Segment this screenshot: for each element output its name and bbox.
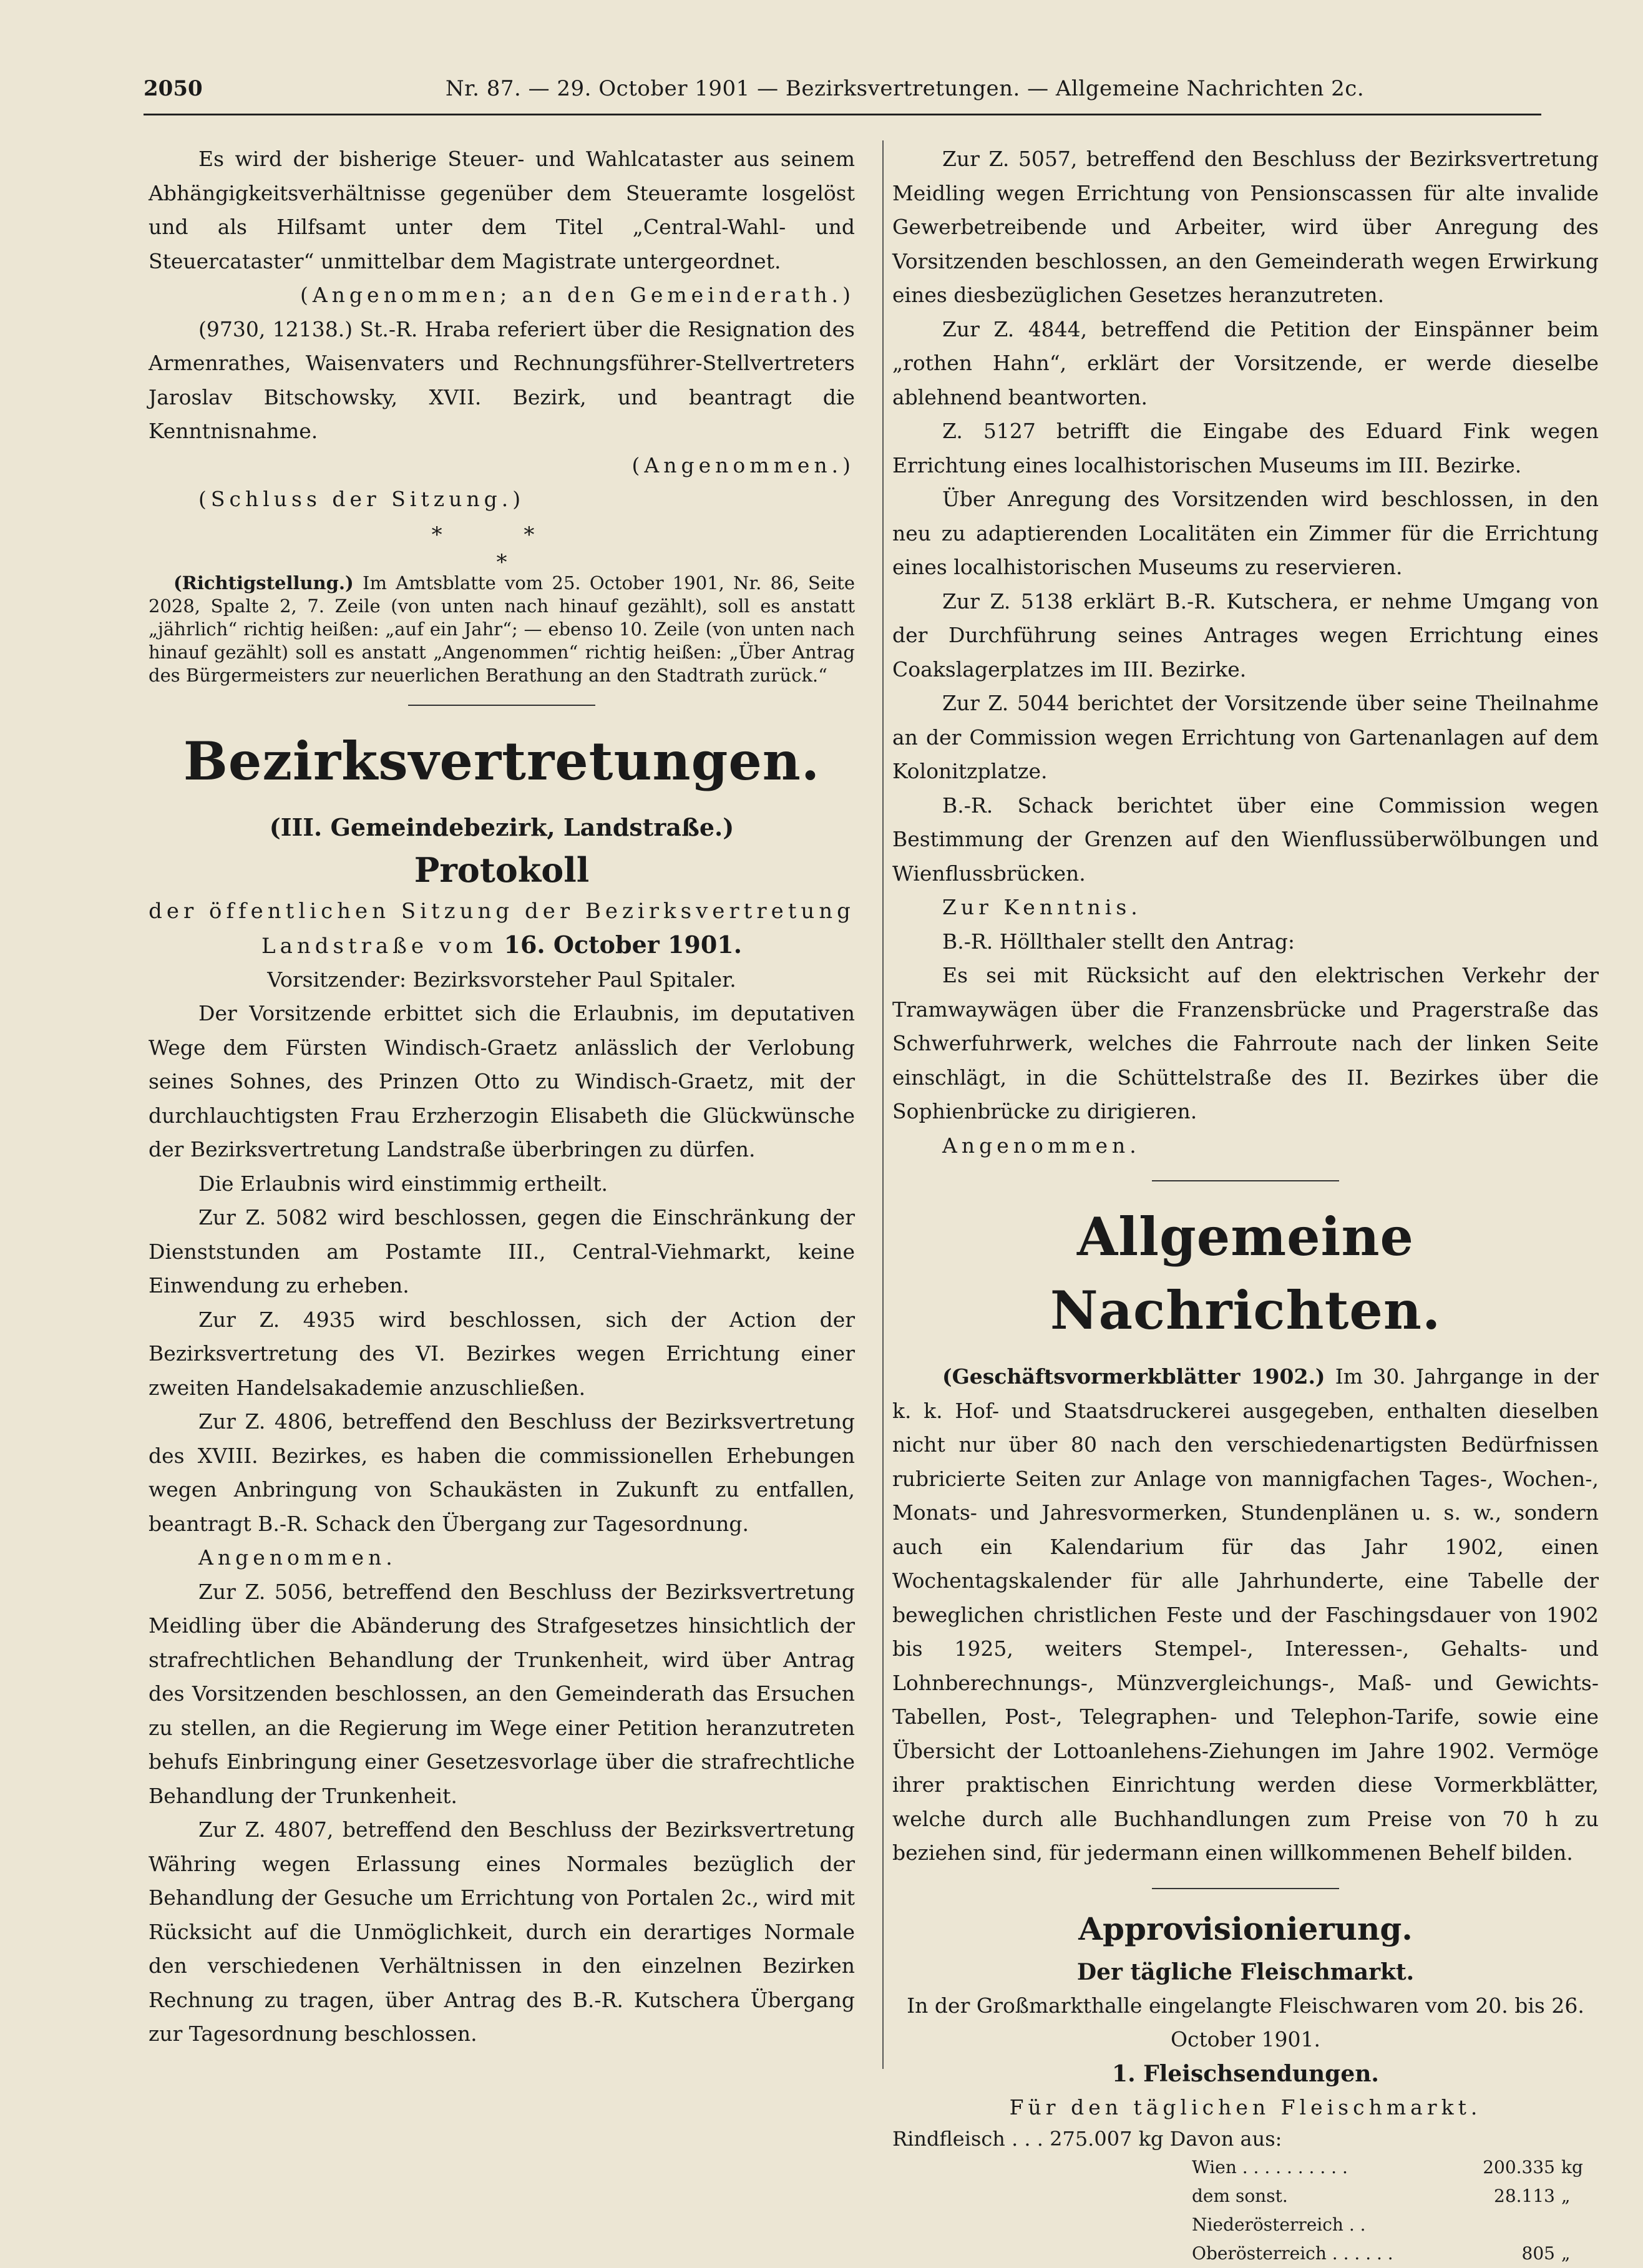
district-heading: (III. Gemeindebezirk, Landstraße.) <box>269 813 734 841</box>
row-label: Wien . . . . . . . . . . <box>1192 2157 1348 2178</box>
approv-intro: In der Großmarkthalle eingelangte Fleischwaren vom 20. bis 26. October 1901. <box>907 1993 1584 2051</box>
chair-line: Vorsitzender: Bezirksvorsteher Paul Spitaler. <box>267 967 736 992</box>
paragraph: Zur Z. 5138 erklärt B.-R. Kutschera, er nehme Umgang von der Durchführung seines Antrages wegen Errichtung eines Coakslagerplatzes im III. Bezirke. <box>892 589 1599 682</box>
approv-subtitle: Der tägliche Fleischmarkt. <box>1076 1958 1415 1985</box>
header-rule <box>144 114 1541 115</box>
row-value: 200.335 <box>1483 2157 1555 2178</box>
running-title: Nr. 87. — 29. October 1901 — Bezirksvertretungen. — Allgemeine Nachrichten 2c. <box>445 76 1365 101</box>
sendungen-heading: 1. Fleischsendungen. <box>1112 2060 1379 2087</box>
row-unit: kg <box>1561 2157 1583 2178</box>
row-label: dem sonst. Niederösterreich . . <box>1192 2186 1366 2235</box>
row-value: 28.113 <box>1494 2186 1555 2206</box>
paragraph: Zur Z. 4807, betreffend den Beschluss der Bezirksvertretung Währing wegen Erlassung eines Normales bezüglich der Behandlung der Gesuche um Errichtung von Portalen 2c., wird mit Rücksicht auf die Unmöglichkeit, durch ein derartiges Normale den verschiedenen Verhältnissen in den einzelnen Bezirken Rechnung zu tragen, über Antrag des B.-R. Kutschera Übergang zur Tagesordnung beschlossen. <box>149 1817 855 2046</box>
table-row <box>892 2182 1599 2239</box>
column-divider <box>882 140 884 2069</box>
session-line <box>149 894 855 963</box>
right-column <box>892 142 1599 2268</box>
page-number: 2050 <box>144 76 203 101</box>
approv-title: Approvisionierung. <box>1078 1910 1413 1947</box>
paragraph: (9730, 12138.) St.-R. Hraba referiert über die Resignation des Armenrathes, Waisenvaters und Rechnungsführer-Stellvertreters Jaroslav Bitschowsky, XVII. Bezirk, und beantragt die Kenntnisnahme. <box>149 316 855 443</box>
meat-table <box>892 2124 1599 2268</box>
news-label: (Geschäftsvormerkblätter 1902.) <box>942 1364 1325 1389</box>
section-rule <box>1152 1180 1339 1181</box>
session-close: (Schluss der Sitzung.) <box>198 487 525 511</box>
paragraph: Angenommen. <box>198 1545 397 1570</box>
fuer-line: Für den täglichen Fleischmarkt. <box>1009 2094 1482 2119</box>
news-title: Allgemeine Nachrichten. <box>1050 1206 1441 1341</box>
paragraph: Zur Z. 5044 berichtet der Vorsitzende über seine Theilnahme an der Commission wegen Errichtung von Gartenanlagen auf dem Kolonitzplatze. <box>892 691 1599 783</box>
left-column <box>149 142 855 2051</box>
row-label: Rindfleisch . . . 275.007 kg Davon aus: <box>892 2127 1282 2151</box>
row-label: Oberösterreich . . . . . . <box>1192 2243 1393 2264</box>
correction-label: (Richtigstellung.) <box>173 572 354 594</box>
table-row <box>892 2153 1599 2182</box>
row-unit: „ <box>1561 2243 1571 2264</box>
row-unit: „ <box>1561 2186 1571 2206</box>
row-value: 805 <box>1521 2243 1555 2264</box>
paragraph: B.-R. Höllthaler stellt den Antrag: <box>942 929 1295 954</box>
section-rule <box>408 705 595 706</box>
correction-text: Im Amtsblatte vom 25. October 1901, Nr. 86, Seite 2028, Spalte 2, 7. Zeile (von unten nach hinauf gezählt), soll es anstatt „jährlich“ richtig heißen: „auf ein Jahr“; — ebenso 10. Zeile (von unten nach hinauf gezählt) soll es anstatt „Angenommen“ richtig heißen: „Über Antrag des Bürgermeisters zur neuerlichen Berathung an den Stadtrath zurück.“ <box>149 572 855 686</box>
news-text: Im 30. Jahrgange in der k. k. Hof- und Staatsdruckerei ausgegeben, enthalten dieselben nicht nur über 80 nach den verschiedenartigsten Bedürfnissen rubricierte Seiten zur Anlage von mannigfachen Tages-, Wochen-, Monats- und Jahresvormerken, Stundenplänen u. s. w., sondern auch ein Kalendarium für das Jahr 1902, einen Wochentagskalender für alle Jahrhunderte, eine Tabelle der beweglichen christlichen Feste und der Faschingsdauer von 1902 bis 1925, weiters Stempel-, Interessen-, Gehalts- und Lohnberechnungs-, Münzvergleichungs-, Maß- und Gewichts-Tabellen, Post-, Telegraphen- und Telephon-Tarife, sowie eine Übersicht der Lottoanlehens-Ziehungen im Jahre 1902. Vermöge ihrer praktischen Einrichtung werden diese Vormerkblätter, welche durch alle Buchhandlungen zum Preise von 70 h zu beziehen sind, für jedermann einen willkommenen Behelf bilden. <box>892 1364 1599 1865</box>
paragraph: Es sei mit Rücksicht auf den elektrischen Verkehr der Tramwaywägen über die Franzensbrücke und Pragerstraße das Schwerfuhrwerk, welches die Fahrroute nach der linken Seite einschlägt, in die Schüttelstraße des II. Bezirkes über die Sophienbrücke zu dirigieren. <box>892 963 1599 1123</box>
paragraph: Zur Z. 4844, betreffend die Petition der Einspänner beim „rothen Hahn“, erklärt der Vorsitzende, er werde dieselbe ablehnend beantworten. <box>892 316 1599 409</box>
paragraph: B.-R. Schack berichtet über eine Commission wegen Bestimmung der Grenzen auf den Wienflussüberwölbungen und Wienflussbrücken. <box>892 793 1599 886</box>
section-title: Bezirksvertretungen. <box>183 730 821 792</box>
paragraph: Zur Z. 5082 wird beschlossen, gegen die Einschränkung der Dienststunden am Postamte III., Central-Viehmarkt, keine Einwendung zu erheben. <box>149 1205 855 1298</box>
paragraph-note: (Angenommen; an den Gemeinderath.) <box>300 283 855 307</box>
paragraph: Es wird der bisherige Steuer- und Wahlcataster aus seinem Abhängigkeitsverhältnisse gegenüber dem Steueramte losgelöst und als Hilfsamt unter dem Titel „Central-Wahl- und Steuercataster“ unmittelbar dem Magistrate untergeordnet. <box>149 147 855 273</box>
paragraph: Zur Z. 4806, betreffend den Beschluss der Bezirksvertretung des XVIII. Bezirkes, es haben die commissionellen Erhebungen wegen Anbringung von Schaukästen in Zukunft zu entfallen, beantragt B.-R. Schack den Übergang zur Tagesordnung. <box>149 1409 855 1536</box>
paragraph: Zur Z. 5057, betreffend den Beschluss der Bezirksvertretung Meidling wegen Errichtung von Pensionscassen für alte invalide Gewerbetreibende und Arbeiter, wird über Anregung des Vorsitzenden beschlossen, an den Gemeinderath wegen Erwirkung eines diesbezüglichen Gesetzes heranzutreten. <box>892 147 1599 307</box>
protocol-heading: Protokoll <box>414 849 590 890</box>
table-row <box>892 2239 1599 2268</box>
session-text: der öffentlichen Sitzung der Bezirksvertretung Landstraße vom <box>149 898 855 959</box>
session-date: 16. October 1901. <box>504 930 742 959</box>
section-rule <box>1152 1888 1339 1889</box>
paragraph: Zur Kenntnis. <box>942 895 1142 919</box>
separator-star: * <box>496 549 507 575</box>
paragraph: Über Anregung des Vorsitzenden wird beschlossen, in den neu zu adaptierenden Localitäten ein Zimmer für die Errichtung eines localhistorischen Museums zu reservieren. <box>892 487 1599 579</box>
paragraph: Die Erlaubnis wird einstimmig ertheilt. <box>198 1171 608 1196</box>
paragraph: Zur Z. 4935 wird beschlossen, sich der Action der Bezirksvertretung des VI. Bezirkes wegen Errichtung einer zweiten Handelsakademie anzuschließen. <box>149 1307 855 1400</box>
correction-block <box>149 572 855 687</box>
separator-stars: * * <box>431 522 572 547</box>
paragraph-note: (Angenommen.) <box>631 452 855 477</box>
table-row <box>892 2124 1599 2153</box>
paragraph: Angenommen. <box>942 1133 1141 1158</box>
paragraph: Z. 5127 betrifft die Eingabe des Eduard Fink wegen Errichtung eines localhistorischen Museums im III. Bezirke. <box>892 419 1599 477</box>
paragraph: Der Vorsitzende erbittet sich die Erlaubnis, im deputativen Wege dem Fürsten Windisch-Graetz anlässlich der Verlobung seines Sohnes, des Prinzen Otto zu Windisch-Graetz, mit der durchlauchtigsten Frau Erzherzogin Elisabeth die Glückwünsche der Bezirksvertretung Landstraße überbringen zu dürfen. <box>149 1001 855 1161</box>
page-header <box>144 70 1541 107</box>
paragraph: Zur Z. 5056, betreffend den Beschluss der Bezirksvertretung Meidling über die Abänderung des Strafgesetzes hinsichtlich der strafrechtlichen Behandlung der Trunkenheit, wird über Antrag des Vorsitzenden beschlossen, an den Gemeinderath das Ersuchen zu stellen, an die Regierung im Wege einer Petition heranzutreten behufs Einbringung einer Gesetzesvorlage über die strafrechtliche Behandlung der Trunkenheit. <box>149 1579 855 1808</box>
